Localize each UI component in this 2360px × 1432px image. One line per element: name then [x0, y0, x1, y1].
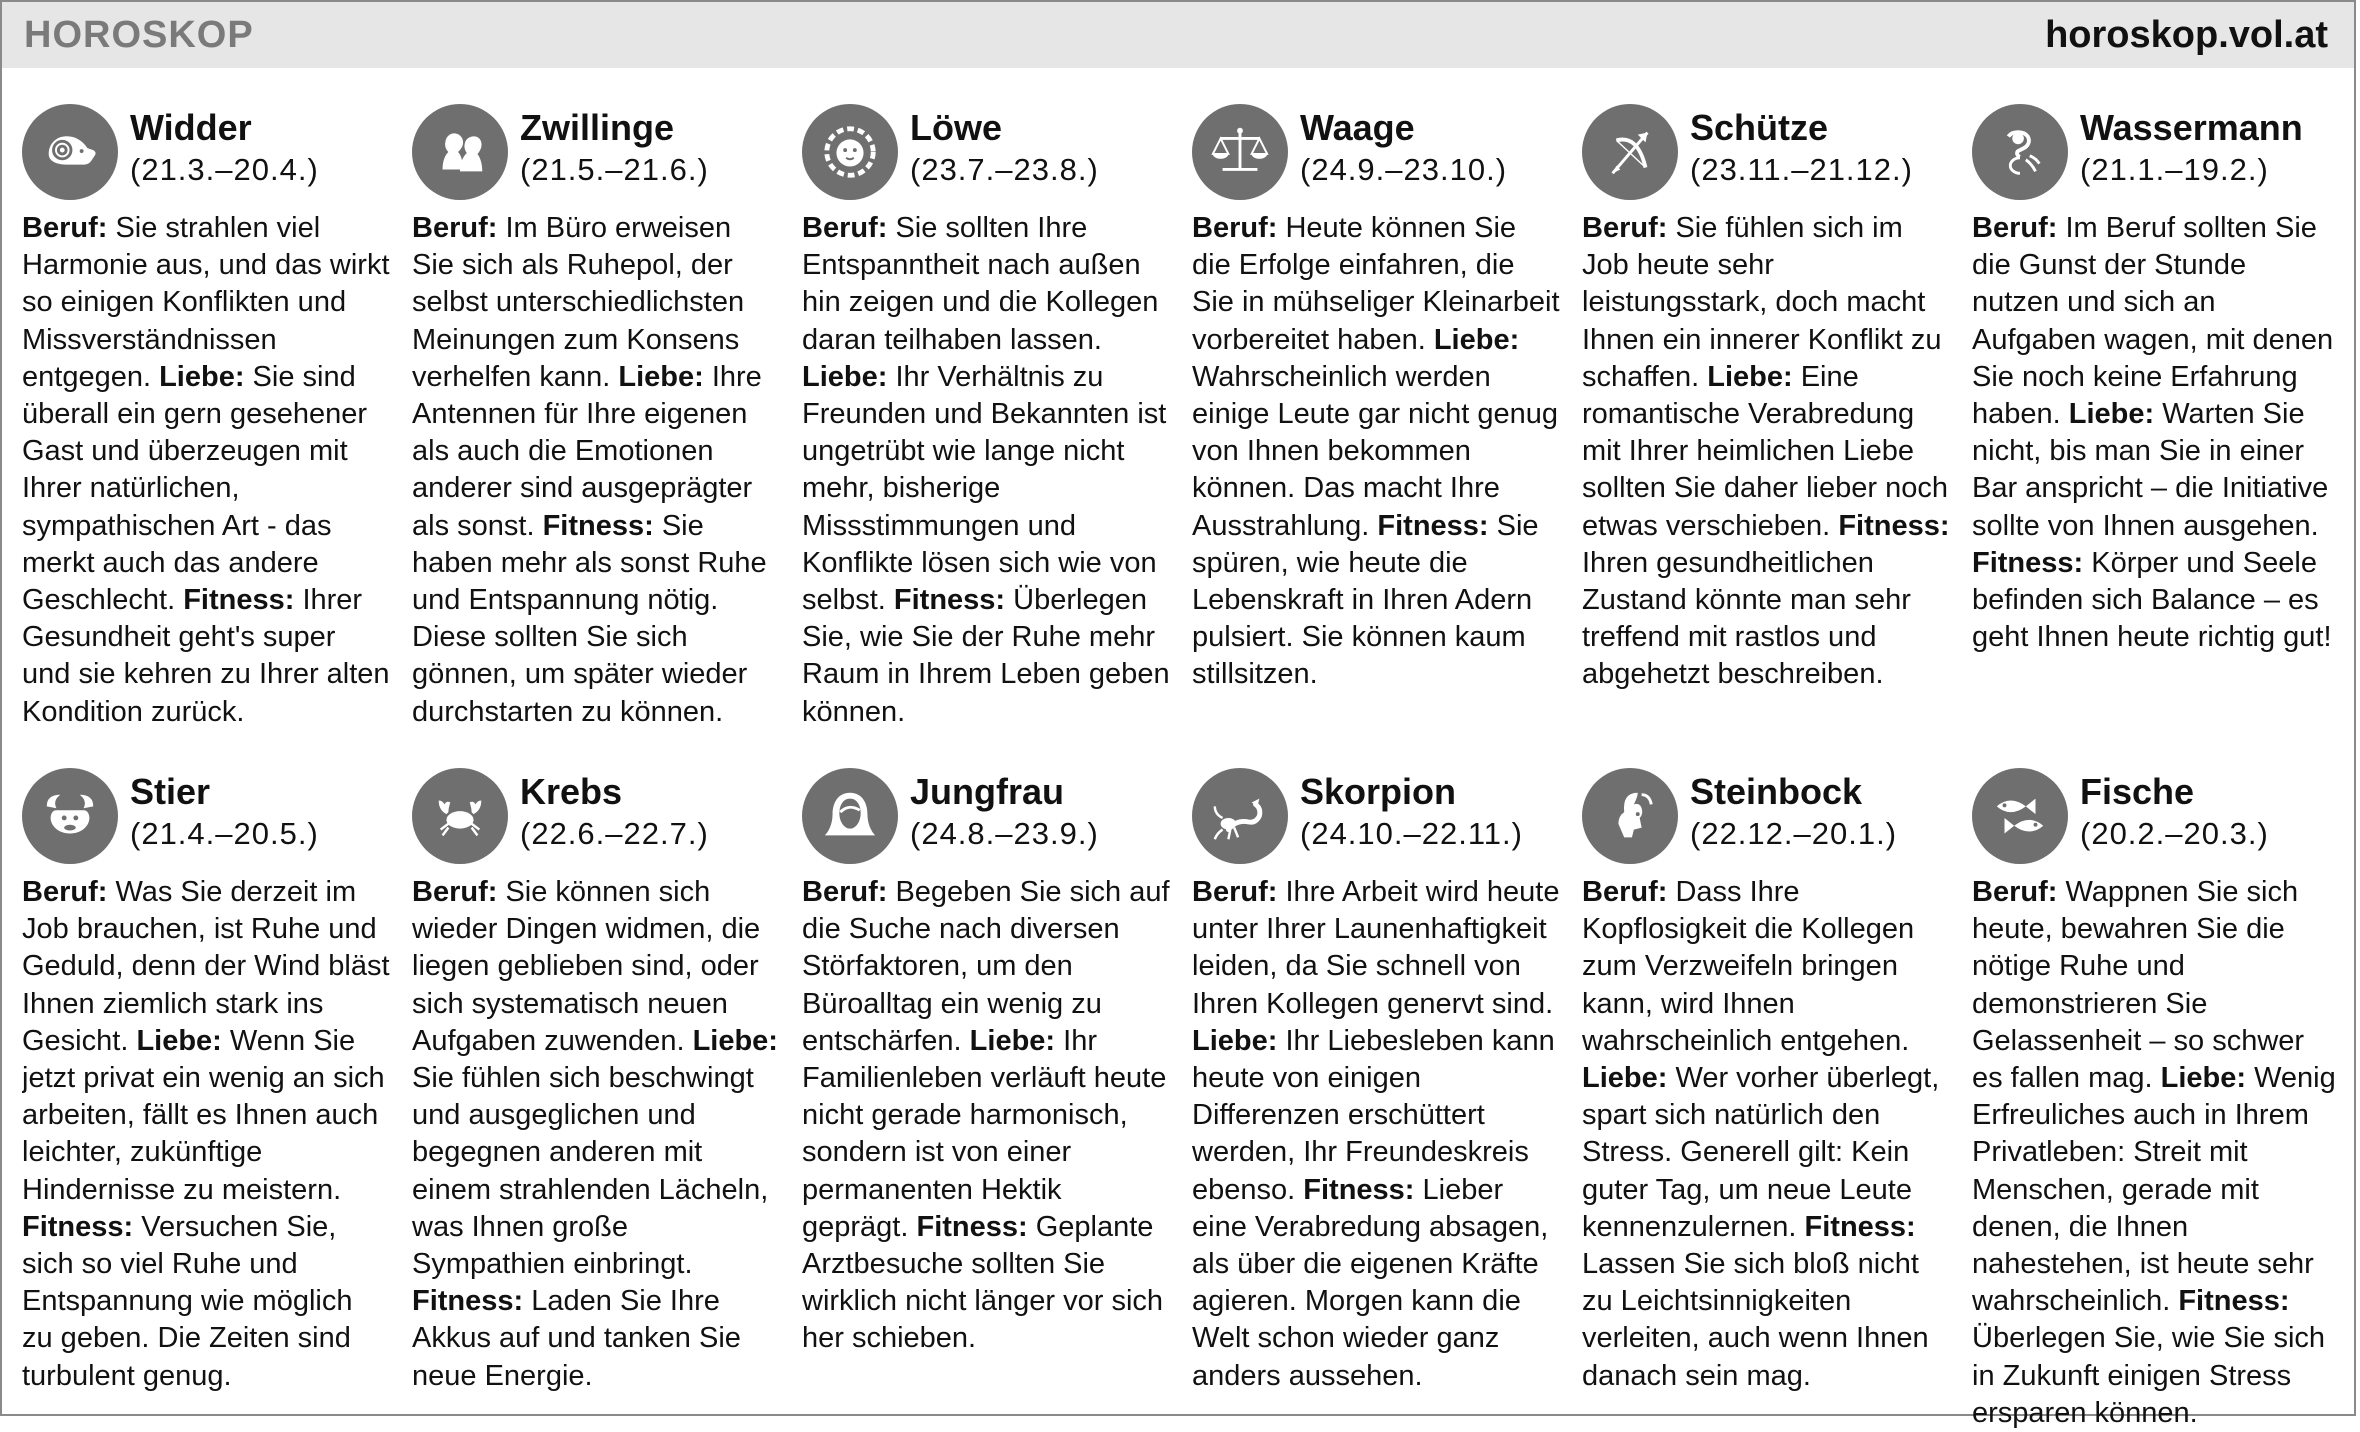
sign-name: Krebs [520, 771, 623, 812]
beruf-label: Beruf: [802, 876, 888, 908]
sign-name: Waage [1300, 107, 1415, 148]
fitness-label: Fitness: [1377, 509, 1489, 542]
horoscope-card-stier [22, 764, 390, 1395]
horoscope-card-fische [1972, 764, 2340, 1432]
liebe-label: Liebe: [159, 360, 245, 393]
sign-dates: (23.11.–21.12.) [1690, 152, 1913, 187]
beruf-text: Ihre Arbeit wird heute unter Ihrer Launenhaftigkeit leiden, da Sie schnell von Ihren Kollegen genervt sind. [1192, 876, 1560, 1020]
fish-icon [1972, 768, 2068, 864]
horoscope-card-schütze [1582, 100, 1950, 694]
card-header [412, 100, 780, 200]
fitness-text: Lassen Sie sich bloß nicht zu Leichtsinnigkeiten verleiten, auch wenn Ihnen danach sein mag. [1582, 1248, 1929, 1392]
beruf-text: Sie sollten Ihre Entspanntheit nach außen hin zeigen und die Kollegen daran teilhaben lassen. [802, 212, 1159, 356]
sign-name: Fische [2080, 771, 2195, 812]
fitness-label: Fitness: [893, 584, 1006, 617]
beruf-text: Wappnen Sie sich heute, bewahren Sie die nötige Ruhe und demonstrieren Sie Gelassenheit – so schwer es fallen mag. [1972, 876, 2305, 1095]
liebe-label: Liebe: [692, 1024, 778, 1057]
fitness-label: Fitness: [1972, 546, 2084, 579]
fitness-text: Geplante Arztbesuche sollten Sie wirklich nicht länger vor sich her schieben. [802, 1210, 1164, 1355]
lion-icon [802, 104, 898, 200]
horoscope-text [1192, 874, 1560, 1395]
card-header [1192, 764, 1560, 864]
fitness-label: Fitness: [412, 1285, 524, 1318]
beruf-label: Beruf: [1972, 876, 2058, 908]
sign-name: Skorpion [1300, 771, 1457, 812]
horoscope-card-skorpion [1192, 764, 1560, 1395]
beruf-label: Beruf: [22, 876, 108, 908]
beruf-text: Heute können Sie die Erfolge einfahren, die Sie in mühseliger Kleinarbeit vorbereitet haben. [1192, 212, 1560, 356]
horoscope-text [412, 210, 780, 731]
liebe-text: Wer vorher überlegt, spart sich natürlich den Stress. Generell gilt: Kein guter Tag, um neue Leute kennenzulernen. [1582, 1062, 1940, 1243]
liebe-text: Eine romantische Verabredung mit Ihrer heimlichen Liebe sollten Sie daher lieber noch etwas verschieben. [1582, 360, 1948, 542]
card-header [1972, 100, 2340, 200]
horoscope-text [22, 210, 390, 731]
liebe-label: Liebe: [1582, 1062, 1668, 1095]
scorpion-icon [1192, 768, 1288, 864]
beruf-text: Im Büro erweisen Sie sich als Ruhepol, der selbst unterschiedlichsten Meinungen zum Konsens verhelfen kann. [412, 212, 745, 393]
fitness-label: Fitness: [183, 584, 295, 617]
liebe-text: Wenn Sie jetzt privat ein wenig an sich arbeiten, fällt es Ihnen auch leichter, zukünftige Hindernisse zu meistern. [22, 1024, 385, 1206]
card-header [1972, 764, 2340, 864]
liebe-text: Ihre Antennen für Ihre eigenen als auch die Emotionen anderer sind ausgeprägter als sonst. [412, 360, 762, 542]
fitness-label: Fitness: [916, 1210, 1028, 1243]
card-header [22, 764, 390, 864]
crab-icon [412, 768, 508, 864]
horoscope-text [22, 874, 390, 1395]
card-header [22, 100, 390, 200]
sign-name: Widder [130, 107, 252, 148]
liebe-label: Liebe: [1433, 323, 1520, 356]
horoscope-card-widder [22, 100, 390, 731]
horoscope-text [412, 874, 780, 1395]
fitness-label: Fitness: [22, 1210, 134, 1243]
sign-name: Stier [130, 771, 211, 812]
card-header [802, 100, 1170, 200]
sign-dates: (21.3.–20.4.) [130, 152, 319, 187]
beruf-label: Beruf: [1192, 876, 1278, 908]
liebe-label: Liebe: [2068, 398, 2155, 431]
sign-name: Zwillinge [520, 107, 675, 148]
beruf-label: Beruf: [1972, 212, 2058, 244]
fitness-label: Fitness: [542, 509, 654, 542]
horoscope-card-zwillinge [412, 100, 780, 731]
site-link[interactable]: horoskop.vol.at [2045, 14, 2328, 56]
card-header [1582, 100, 1950, 200]
horoscope-text [802, 210, 1170, 731]
fitness-text: Sie haben mehr als sonst Ruhe und Entspannung nötig. Diese sollten Sie sich gönnen, um später wieder durchstarten zu können. [412, 509, 767, 728]
fitness-text: Lieber eine Verabredung absagen, als über die eigenen Kräfte agieren. Morgen kann die Welt schon wieder ganz anders aussehen. [1192, 1173, 1549, 1392]
sign-dates: (22.6.–22.7.) [520, 816, 709, 851]
fitness-label: Fitness: [1303, 1173, 1415, 1206]
fitness-text: Sie spüren, wie heute die Lebenskraft in Ihren Adern pulsiert. Sie können kaum stillsitzen. [1192, 509, 1539, 691]
fitness-text: Körper und Seele befinden sich Balance – es geht Ihnen heute richtig gut! [1972, 546, 2332, 654]
liebe-label: Liebe: [618, 360, 704, 393]
horoscope-text [1192, 210, 1560, 694]
fitness-text: Überlegen Sie, wie Sie der Ruhe mehr Raum in Ihrem Leben geben können. [802, 584, 1170, 728]
liebe-label: Liebe: [1192, 1024, 1278, 1057]
beruf-text: Sie fühlen sich im Job heute sehr leistungsstark, doch macht Ihnen ein innerer Konflikt zu schaffen. [1582, 212, 1942, 393]
sign-dates: (24.9.–23.10.) [1300, 152, 1508, 187]
beruf-label: Beruf: [412, 876, 498, 908]
sign-dates: (24.10.–22.11.) [1300, 816, 1523, 851]
beruf-text: Begeben Sie sich auf die Suche nach diversen Störfaktoren, um den Büroalltag ein wenig zu entschärfen. [802, 876, 1170, 1057]
bull-icon [22, 768, 118, 864]
horoscope-card-wassermann [1972, 100, 2340, 656]
sign-dates: (21.1.–19.2.) [2080, 152, 2269, 187]
scales-icon [1192, 104, 1288, 200]
horoscope-card-steinbock [1582, 764, 1950, 1395]
sign-name: Jungfrau [910, 771, 1065, 812]
fitness-text: Versuchen Sie, sich so viel Ruhe und Entspannung wie möglich zu geben. Die Zeiten sind turbulent genug. [22, 1210, 353, 1392]
sign-name: Löwe [910, 107, 1003, 148]
sign-dates: (21.4.–20.5.) [130, 816, 319, 851]
liebe-text: Ihr Liebesleben kann heute von einigen Differenzen erschüttert werden, Ihr Freundeskreis ebenso. [1192, 1024, 1555, 1206]
beruf-text: Sie strahlen viel Harmonie aus, und das wirkt so einigen Konflikten und Missverständnissen entgegen. [22, 212, 390, 393]
beruf-text: Im Beruf sollten Sie die Gunst der Stunde nutzen und sich an Aufgaben wagen, mit denen Sie noch keine Erfahrung haben. [1972, 212, 2334, 431]
fitness-text: Überlegen Sie, wie Sie sich in Zukunft einigen Stress ersparen können. [1972, 1322, 2326, 1429]
card-header [1582, 764, 1950, 864]
sign-dates: (24.8.–23.9.) [910, 816, 1099, 851]
horoscope-text [1582, 210, 1950, 694]
liebe-label: Liebe: [802, 360, 888, 393]
horoscope-text [1972, 874, 2340, 1432]
horoscope-card-waage [1192, 100, 1560, 694]
horoscope-card-löwe [802, 100, 1170, 731]
sign-dates: (20.2.–20.3.) [2080, 816, 2269, 851]
beruf-label: Beruf: [22, 212, 108, 244]
liebe-text: Sie fühlen sich beschwingt und ausgeglichen und begegnen anderen mit einem strahlenden Lächeln, was Ihnen große Sympathien einbringt. [412, 1062, 769, 1281]
liebe-label: Liebe: [1707, 360, 1793, 393]
beruf-text: Sie können sich wieder Dingen widmen, die liegen geblieben sind, oder sich systematisch neuen Aufgaben zuwenden. [412, 876, 761, 1057]
fitness-text: Laden Sie Ihre Akkus auf und tanken Sie neue Energie. [412, 1285, 741, 1392]
goat-icon [1582, 768, 1678, 864]
fitness-label: Fitness: [2178, 1285, 2290, 1318]
sign-name: Wassermann [2080, 107, 2303, 148]
section-title: HOROSKOP [24, 14, 254, 56]
horoscope-grid [22, 100, 2342, 1429]
horoscope-text [802, 874, 1170, 1358]
liebe-text: Wenig Erfreuliches auch in Ihrem Privatleben: Streit mit Menschen, gerade mit denen, die Ihnen nahestehen, ist heute sehr wahrscheinlich. [1972, 1062, 2336, 1318]
horoscope-text [1582, 874, 1950, 1395]
beruf-label: Beruf: [802, 212, 888, 244]
liebe-label: Liebe: [136, 1024, 222, 1057]
liebe-text: Warten Sie nicht, bis man Sie in einer Bar anspricht – die Initiative sollte von Ihnen ausgehen. [1972, 398, 2329, 542]
virgin-icon [802, 768, 898, 864]
sign-dates: (21.5.–21.6.) [520, 152, 709, 187]
liebe-text: Wahrscheinlich werden einige Leute gar nicht genug von Ihnen bekommen können. Das macht Ihre Ausstrahlung. [1192, 360, 1559, 542]
beruf-text: Dass Ihre Kopflosigkeit die Kollegen zum Verzweifeln bringen kann, wird Ihnen wahrscheinlich entgehen. [1582, 876, 1915, 1057]
card-header [412, 764, 780, 864]
beruf-text: Was Sie derzeit im Job brauchen, ist Ruhe und Geduld, denn der Wind bläst Ihnen ziemlich stark ins Gesicht. [22, 876, 390, 1057]
water-bearer-icon [1972, 104, 2068, 200]
card-header [1192, 100, 1560, 200]
liebe-text: Ihr Familienleben verläuft heute nicht gerade harmonisch, sondern ist von einer permanenten Hektik geprägt. [802, 1024, 1167, 1243]
horoscope-text [1972, 210, 2340, 656]
liebe-text: Ihr Verhältnis zu Freunden und Bekannten ist ungetrübt wie lange nicht mehr, bisherige Missstimmungen und Konflikte lösen sich wie von selbst. [802, 360, 1167, 617]
fitness-label: Fitness: [1804, 1210, 1916, 1243]
twins-icon [412, 104, 508, 200]
beruf-label: Beruf: [1192, 212, 1278, 244]
beruf-label: Beruf: [1582, 212, 1668, 244]
beruf-label: Beruf: [412, 212, 498, 244]
archer-icon [1582, 104, 1678, 200]
header-bar [2, 2, 2354, 68]
horoscope-card-jungfrau [802, 764, 1170, 1358]
fitness-label: Fitness: [1838, 509, 1950, 542]
sign-name: Schütze [1690, 107, 1829, 148]
liebe-text: Sie sind überall ein gern gesehener Gast und überzeugen mit Ihrer natürlichen, sympathischen Art - das merkt auch das andere Geschlecht. [22, 360, 368, 617]
sign-name: Steinbock [1690, 771, 1863, 812]
sign-dates: (23.7.–23.8.) [910, 152, 1099, 187]
beruf-label: Beruf: [1582, 876, 1668, 908]
fitness-text: Ihren gesundheitlichen Zustand könnte man sehr treffend mit rastlos und abgehetzt beschreiben. [1582, 546, 1911, 691]
liebe-label: Liebe: [969, 1024, 1056, 1057]
ram-icon [22, 104, 118, 200]
sign-dates: (22.12.–20.1.) [1690, 816, 1898, 851]
fitness-text: Ihrer Gesundheit geht's super und sie kehren zu Ihrer alten Kondition zurück. [22, 584, 390, 728]
liebe-label: Liebe: [2160, 1062, 2247, 1095]
card-header [802, 764, 1170, 864]
horoscope-card-krebs [412, 764, 780, 1395]
